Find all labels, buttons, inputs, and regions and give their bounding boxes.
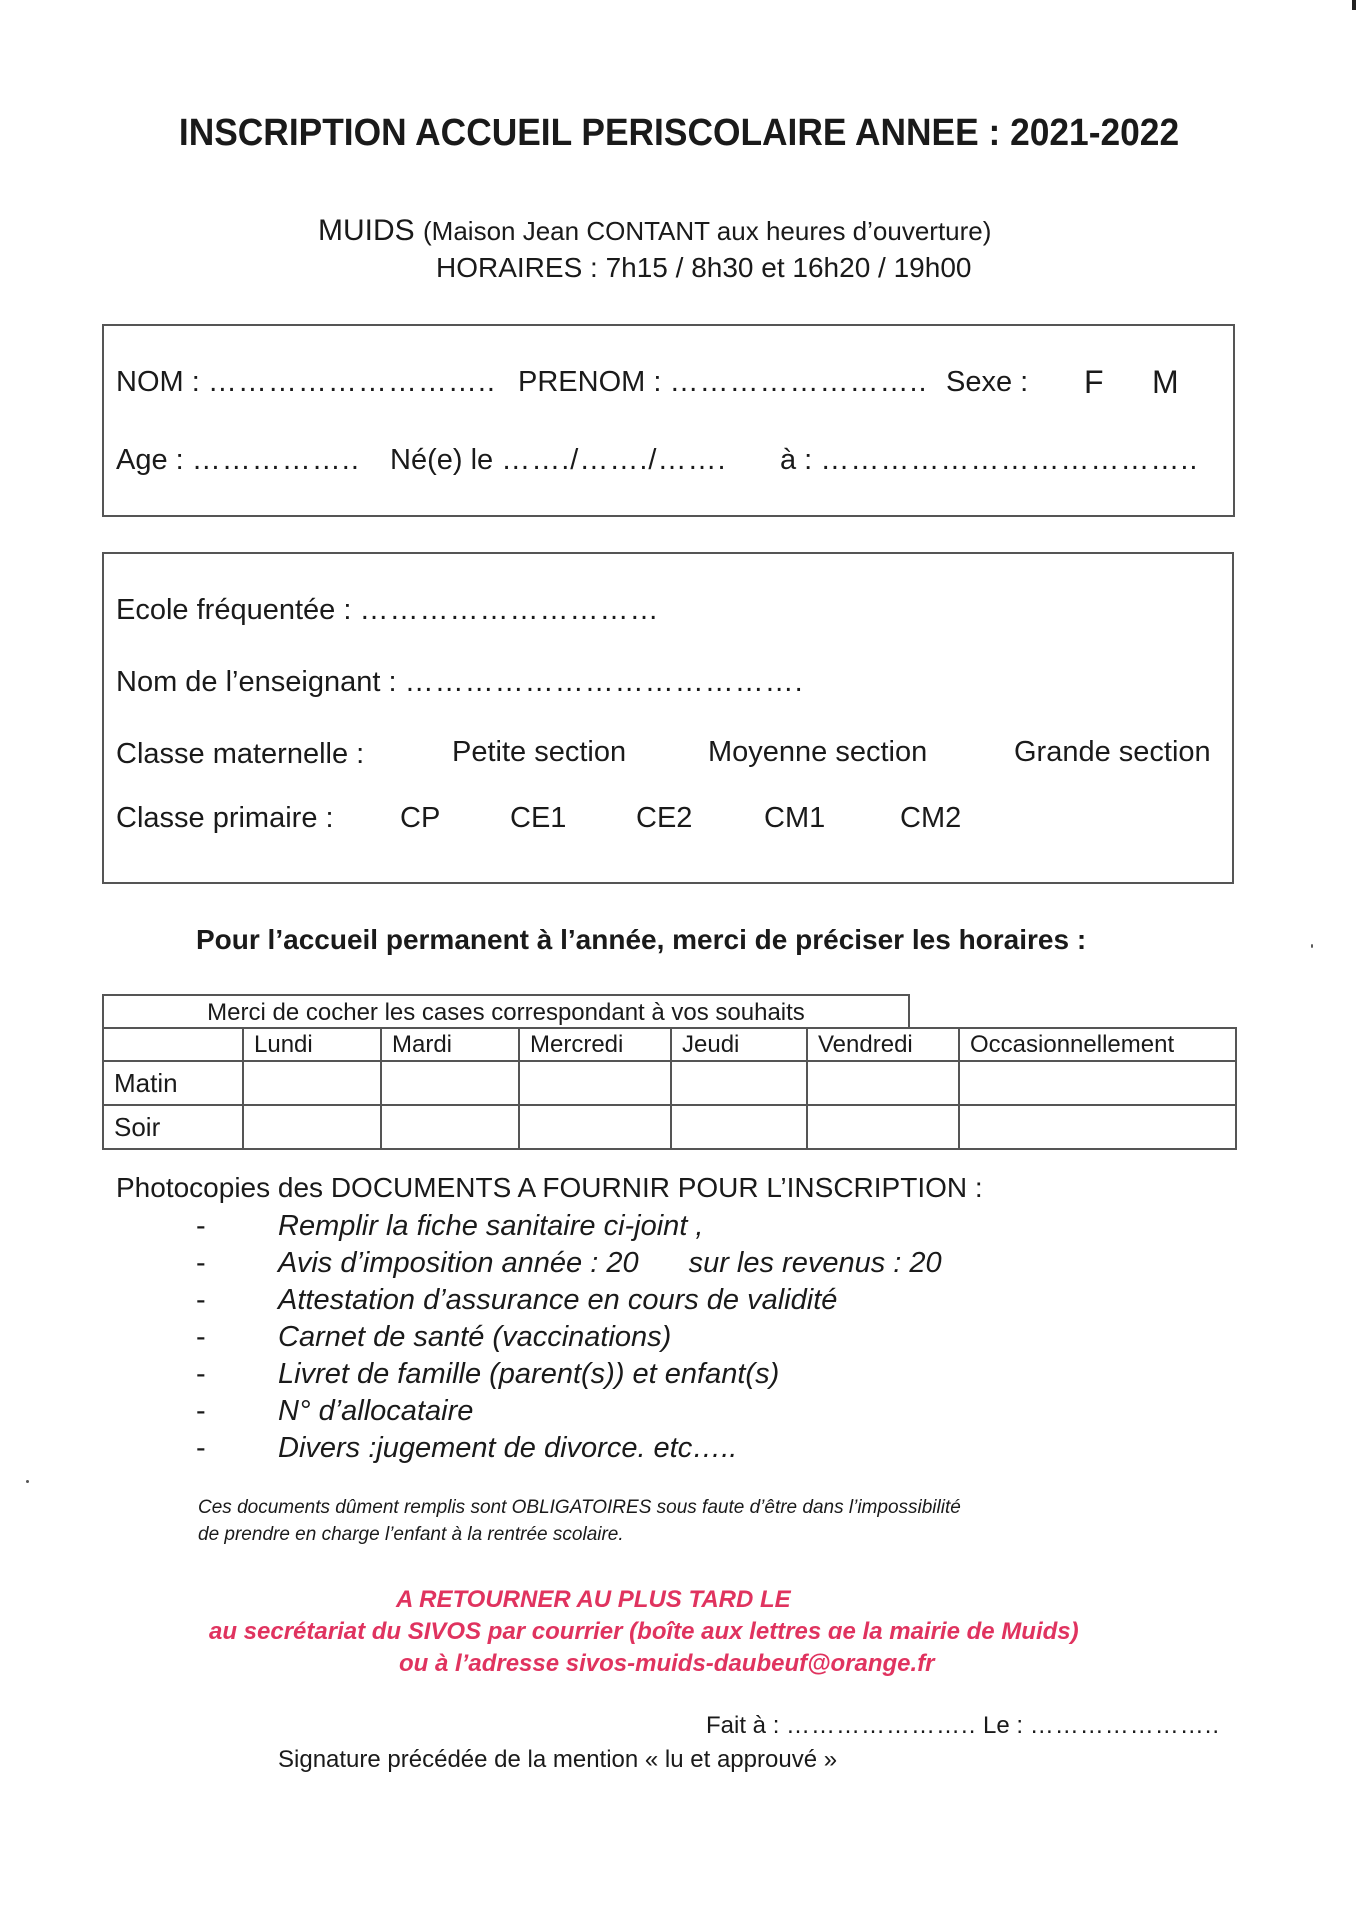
checkbox-matin-mardi[interactable] (381, 1061, 519, 1105)
scan-speck (1311, 944, 1313, 948)
bullet-dash: - (196, 1395, 206, 1427)
bullet-dash: - (196, 1321, 206, 1353)
schedule-row-matin (103, 1061, 1236, 1105)
fait-field[interactable] (706, 1712, 1220, 1740)
documents-list (196, 1208, 942, 1467)
prenom-field[interactable] (518, 366, 928, 399)
document-item (196, 1208, 942, 1245)
checkbox-matin-vendredi[interactable] (807, 1061, 959, 1105)
age-input[interactable]: …………….. (191, 444, 360, 476)
document-item-text: Attestation d’assurance en cours de validité (278, 1284, 838, 1316)
schedule-heading: Pour l’accueil permanent à l’année, merci de préciser les horaires : (196, 924, 1087, 955)
checkbox-soir-mercredi[interactable] (519, 1105, 671, 1149)
sexe-option-f[interactable]: F (1084, 364, 1104, 400)
bullet-dash: - (196, 1247, 206, 1279)
le-input[interactable]: ………………….. (1029, 1712, 1221, 1739)
header-vendredi: Vendredi (807, 1028, 959, 1061)
primaire-label: Classe primaire : (116, 802, 334, 834)
document-item-text: Livret de famille (parent(s)) et enfant(s) (278, 1358, 780, 1390)
checkbox-soir-mardi[interactable] (381, 1105, 519, 1149)
ecole-input[interactable]: ………………………… (359, 594, 660, 626)
location-line (318, 214, 991, 248)
header-mercredi: Mercredi (519, 1028, 671, 1061)
document-item-text: Carnet de santé (vaccinations) (278, 1321, 672, 1353)
identity-section (102, 324, 1235, 517)
bullet-dash: - (196, 1284, 206, 1316)
birthplace-input[interactable]: ……………………………….. (820, 444, 1199, 476)
checkbox-soir-vendredi[interactable] (807, 1105, 959, 1149)
header-mardi: Mardi (381, 1028, 519, 1061)
checkbox-soir-lundi[interactable] (243, 1105, 381, 1149)
return-email[interactable]: ou à l’adresse sivos-muids-daubeuf@orange.fr (399, 1650, 935, 1677)
schedule-table (102, 1027, 1237, 1150)
return-deadline: A RETOURNER AU PLUS TARD LE (396, 1586, 791, 1613)
signature-mention: Signature précédée de la mention « lu et approuvé » (278, 1746, 838, 1773)
school-section (102, 552, 1234, 884)
checkbox-matin-lundi[interactable] (243, 1061, 381, 1105)
document-item (196, 1319, 942, 1356)
fait-input[interactable]: ………………….. (786, 1712, 977, 1739)
birthdate-field[interactable] (390, 444, 727, 477)
document-item (196, 1430, 942, 1467)
bullet-dash: - (196, 1432, 206, 1464)
document-item (196, 1245, 942, 1282)
header-lundi: Lundi (243, 1028, 381, 1061)
checkbox-soir-jeudi[interactable] (671, 1105, 807, 1149)
prenom-label: PRENOM : (518, 366, 662, 398)
document-item-text: Divers :jugement de divorce. etc….. (278, 1432, 738, 1464)
scan-speck (26, 1480, 29, 1483)
nom-field[interactable] (116, 366, 496, 399)
note-line-2: de prendre en charge l’enfant à la rentrée scolaire. (198, 1524, 624, 1545)
header-occasionnellement: Occasionnellement (959, 1028, 1236, 1061)
checkbox-soir-occasionnellement[interactable] (959, 1105, 1236, 1149)
document-item-text: N° d’allocataire (278, 1395, 474, 1427)
return-address: au secrétariat du SIVOS par courrier (boîte aux lettres ɑe la mairie de Muids) (209, 1618, 1079, 1645)
fait-label: Fait à : (706, 1712, 780, 1739)
mandatory-note (198, 1494, 961, 1548)
birthplace-field[interactable] (780, 444, 1198, 477)
bullet-dash: - (196, 1210, 206, 1242)
birthdate-input[interactable]: ……./……./……. (501, 444, 727, 476)
header-corner (103, 1028, 243, 1061)
document-item (196, 1282, 942, 1319)
enseignant-field[interactable] (116, 666, 804, 699)
place-name: (Maison Jean CONTANT aux heures d’ouverture) (423, 216, 992, 246)
schedule-header-row (103, 1028, 1236, 1061)
checkbox-matin-occasionnellement[interactable] (959, 1061, 1236, 1105)
ecole-field[interactable] (116, 594, 659, 627)
bullet-dash: - (196, 1358, 206, 1390)
option-ce1[interactable]: CE1 (510, 802, 567, 834)
document-item-text: Avis d’imposition année : 20 (278, 1247, 639, 1279)
document-item-suffix: sur les revenus : 20 (688, 1247, 942, 1279)
schedule-instruction: Merci de cocher les cases correspondant à vos souhaits (102, 994, 910, 1029)
le-label: Le : (983, 1712, 1024, 1739)
nom-label: NOM : (116, 366, 200, 398)
page-title: INSCRIPTION ACCUEIL PERISCOLAIRE ANNEE : 2021-2022 (178, 112, 1180, 154)
scan-artifact (1352, 0, 1356, 10)
option-cm1[interactable]: CM1 (764, 802, 826, 834)
age-label: Age : (116, 444, 184, 476)
row-label-soir: Soir (103, 1105, 243, 1149)
birthdate-label: Né(e) le (390, 444, 494, 476)
document-item-text: Remplir la fiche sanitaire ci-joint , (278, 1210, 704, 1242)
document-item (196, 1356, 942, 1393)
sexe-option-m[interactable]: M (1152, 364, 1179, 400)
enseignant-label: Nom de l’enseignant : (116, 666, 397, 698)
option-moyenne-section[interactable]: Moyenne section (708, 736, 928, 768)
birthplace-label: à : (780, 444, 813, 476)
checkbox-matin-jeudi[interactable] (671, 1061, 807, 1105)
row-label-matin: Matin (103, 1061, 243, 1105)
prenom-input[interactable]: …………………….. (669, 366, 928, 398)
documents-title: Photocopies des DOCUMENTS A FOURNIR POUR L’INSCRIPTION : (116, 1172, 983, 1203)
note-line-1: Ces documents dûment remplis sont OBLIGATOIRES sous faute d’être dans l’impossibilité (198, 1497, 961, 1518)
option-cm2[interactable]: CM2 (900, 802, 962, 834)
maternelle-label: Classe maternelle : (116, 738, 365, 770)
option-petite-section[interactable]: Petite section (452, 736, 627, 768)
option-cp[interactable]: CP (400, 802, 441, 834)
document-item (196, 1393, 942, 1430)
enseignant-input[interactable]: …………………………………. (404, 666, 804, 698)
checkbox-matin-mercredi[interactable] (519, 1061, 671, 1105)
ecole-label: Ecole fréquentée : (116, 594, 352, 626)
header-jeudi: Jeudi (671, 1028, 807, 1061)
option-grande-section[interactable]: Grande section (1014, 736, 1211, 768)
nom-input[interactable]: ……………………….. (207, 366, 496, 398)
age-field[interactable] (116, 444, 360, 477)
schedule-row-soir (103, 1105, 1236, 1149)
sexe-label: Sexe : (946, 366, 1029, 398)
opening-hours: HORAIRES : 7h15 / 8h30 et 16h20 / 19h00 (436, 252, 972, 283)
option-ce2[interactable]: CE2 (636, 802, 693, 834)
town-name: MUIDS (318, 214, 415, 247)
